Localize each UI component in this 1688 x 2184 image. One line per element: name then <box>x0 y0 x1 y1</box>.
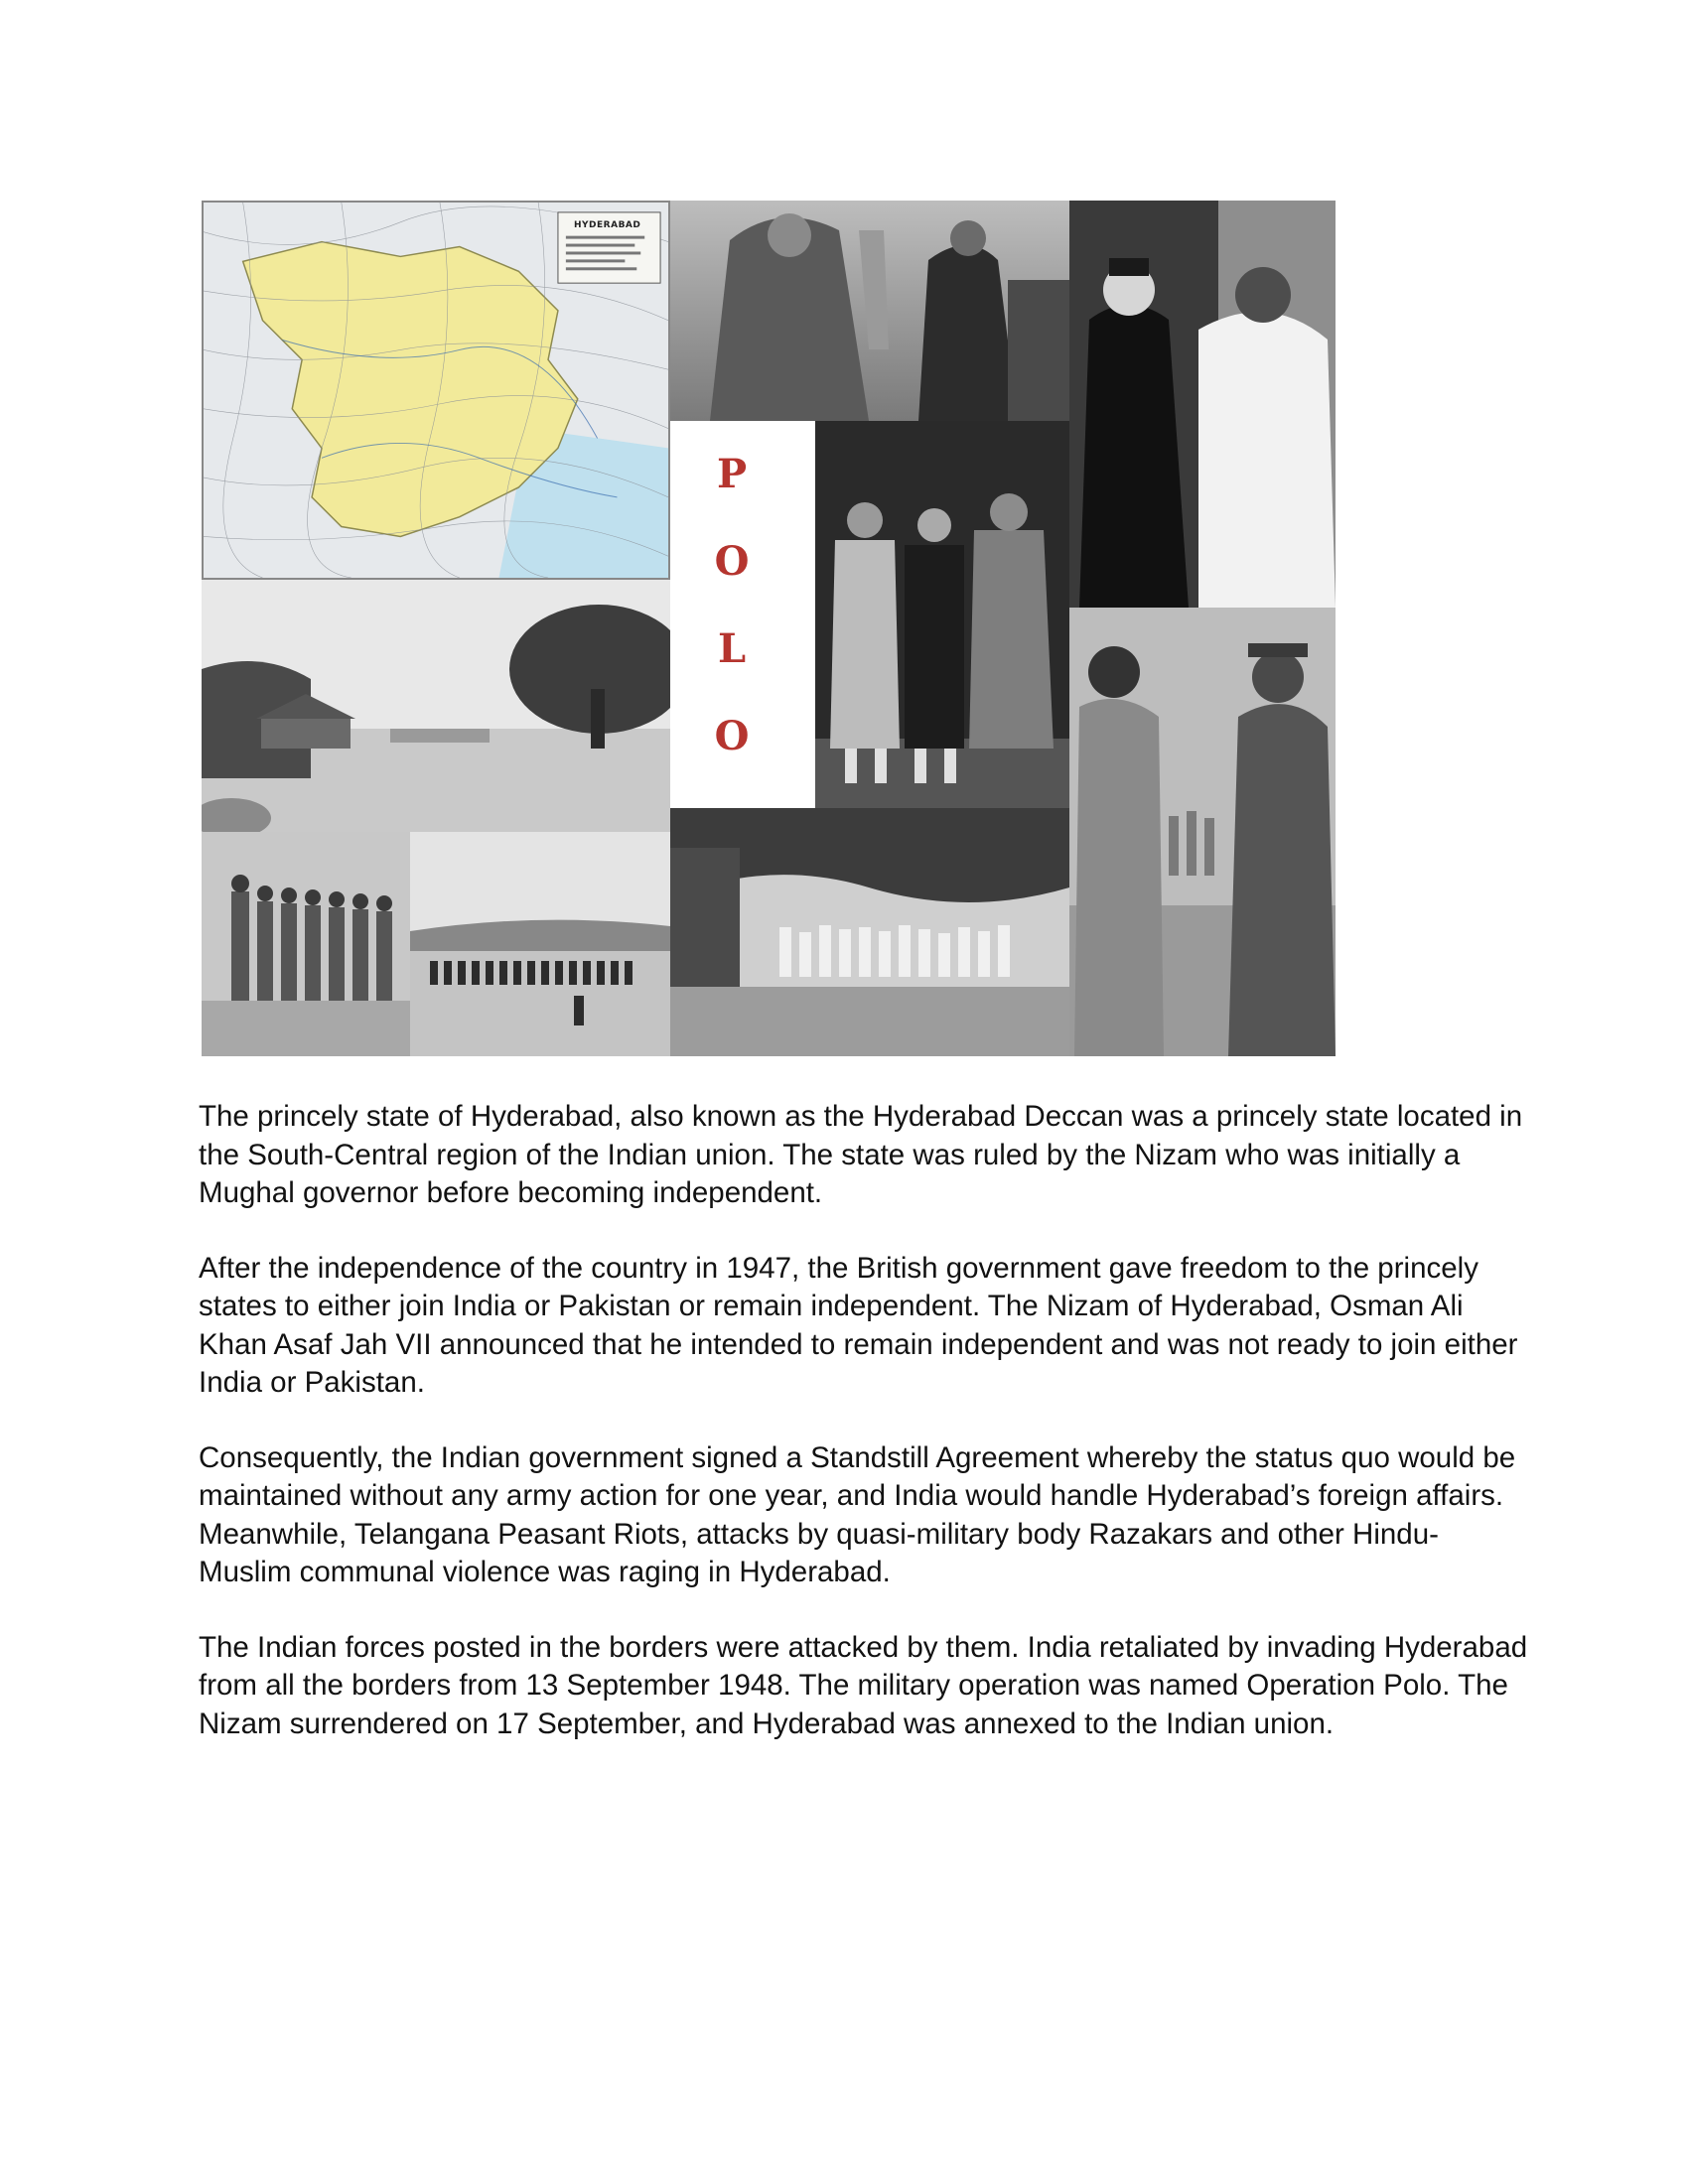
photo-landscape-with-tree <box>202 580 670 832</box>
photo-three-men-standing <box>815 421 1069 808</box>
polo-letter-p: P <box>716 451 748 497</box>
polo-letter-o: O <box>714 538 750 585</box>
photo-officials-greeting <box>670 201 1069 421</box>
map-graphic <box>204 203 668 578</box>
article-body <box>199 1098 1529 1780</box>
photo-troops-on-field <box>410 832 670 1056</box>
photo-nizam-with-leader <box>1069 201 1336 608</box>
paragraph-standstill-agreement: Consequently, the Indian government signed a Standstill Agreement whereby the status quo would be maintained without any army action for one year, and India would handle Hyderabad’s foreign affairs. Meanwhile, Telangana Peasant Riots, attacks by quasi-military body Razakars and other Hindu-Muslim communal violence was raging in Hyderabad. <box>199 1440 1516 1588</box>
map-title: HYDERABAD <box>574 220 641 230</box>
photo-army-officers-meeting <box>1069 608 1336 1056</box>
photo-collage <box>202 201 1336 1056</box>
operation-polo-title <box>670 421 815 810</box>
hyderabad-map-image <box>202 201 670 580</box>
polo-letter-l: L <box>717 625 747 672</box>
paragraph-intro: The princely state of Hyderabad, also known as the Hyderabad Deccan was a princely state located in the South-Central region of the Indian union. The state was ruled by the Nizam who was initially a Mughal governor before becoming independent. <box>199 1100 1523 1209</box>
paragraph-independence: After the independence of the country in 1947, the British government gave freedom to the princely states to either join India or Pakistan or remain independent. The Nizam of Hyderabad, Osman Ali Khan Asaf Jah VII announced that he intended to remain independent and was not ready to join either India or Pakistan. <box>199 1251 1518 1399</box>
photo-crowd-under-trees <box>670 808 1069 1056</box>
paragraph-operation-polo: The Indian forces posted in the borders were attacked by them. India retaliated by invading Hyderabad from all the borders from 13 September 1948. The military operation was named Operation Polo. The Nizam surrendered on 17 September, and Hyderabad was annexed to the Indian union. <box>199 1630 1528 1740</box>
polo-letter-o-2: O <box>714 713 750 759</box>
photo-soldiers-in-line <box>202 832 410 1056</box>
